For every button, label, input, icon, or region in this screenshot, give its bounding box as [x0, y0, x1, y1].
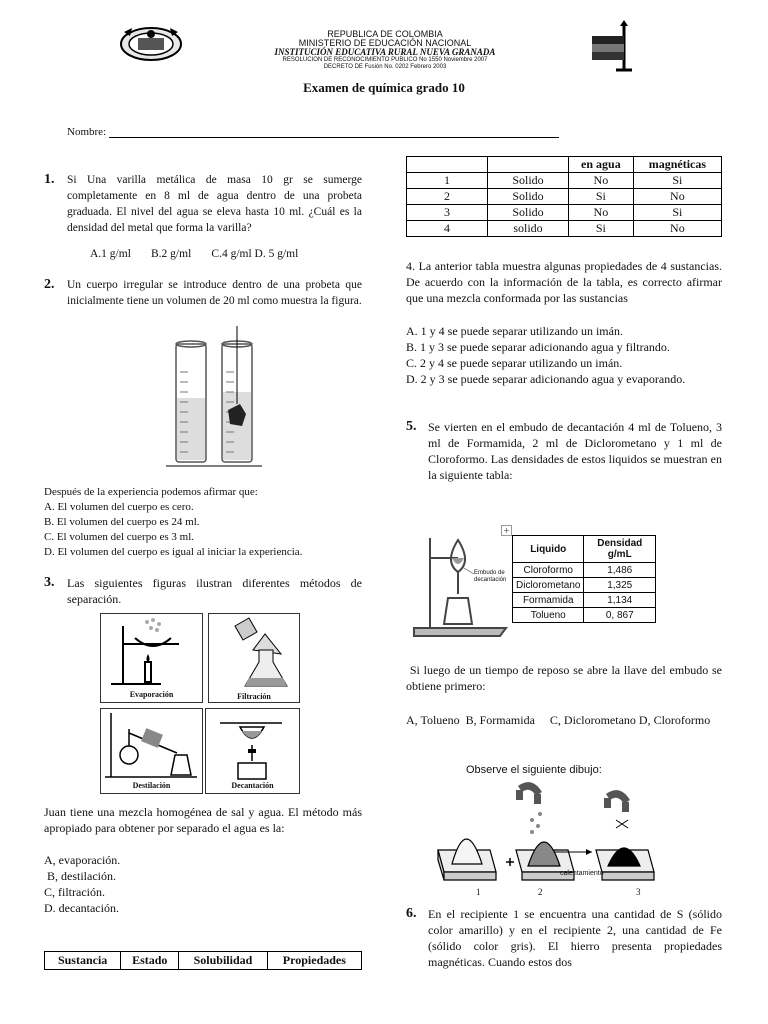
heating-label: calentamiento [560, 870, 604, 877]
table-cell: Solido [488, 189, 569, 205]
table-cell: No [569, 205, 634, 221]
header-line-4: RESOLUCION DE RECONOCIMIENTO PUBLICO No 1550 Noviembre 2007 [282, 57, 488, 63]
table-cell: 1 [407, 173, 488, 189]
col-estado: Estado [121, 952, 179, 970]
q2-option-d: D. El volumen del cuerpo es igual al iniciar la experiencia. [44, 546, 303, 558]
table-cell: Solido [488, 173, 569, 189]
flag-logo [586, 20, 646, 72]
recipient-label-2: 2 [538, 887, 543, 897]
table-header-cell [488, 157, 569, 173]
q3-option-c: C, filtración. [44, 885, 105, 899]
q2-option-c: C. El volumen del cuerpo es 3 ml. [44, 531, 194, 543]
table-cell: 4 [407, 221, 488, 237]
table-row [407, 205, 722, 221]
table-cell: No [633, 221, 721, 237]
table-cell: Cloroformo [513, 563, 584, 578]
evaporation-label: Evaporación [129, 690, 174, 699]
table-cell: Solido [488, 205, 569, 221]
table-row [407, 221, 722, 237]
table-row [513, 608, 656, 623]
evaporation-figure [100, 613, 203, 703]
q4-option-d: D. 2 y 3 se puede separar adicionando agua y evaporando. [406, 372, 686, 386]
table-cell: Tolueno [513, 608, 584, 623]
q2-option-b: B. El volumen del cuerpo es 24 ml. [44, 516, 200, 528]
magnet-figure [432, 760, 722, 900]
name-field[interactable] [67, 126, 567, 138]
table-row [513, 593, 656, 608]
header-line-2: MINISTERIO DE EDUCACIÓN NACIONAL [298, 38, 472, 48]
school-crest-logo [118, 24, 184, 62]
q2-number: 2. [44, 277, 55, 292]
table-cell: Diclorometano [513, 578, 584, 593]
table-cell: solido [488, 221, 569, 237]
table-cell: Si [633, 205, 721, 221]
distillation-label: Destilación [132, 781, 171, 790]
magnet-figure-title: Observe el siguiente dibujo: [466, 764, 602, 776]
col-solubilidad: Solubilidad [179, 952, 268, 970]
distillation-figure [100, 708, 203, 794]
graduated-cylinders-figure [162, 322, 272, 472]
table-row [407, 189, 722, 205]
exam-title: Examen de química grado 10 [303, 80, 465, 95]
col-sustancia: Sustancia [45, 952, 121, 970]
q5-options: A, Tolueno B, Formamida C, Diclorometano D, Cloroformo [406, 713, 711, 727]
recipient-label-1: 1 [476, 887, 481, 897]
col-densidad: Densidad g/mL [584, 536, 656, 563]
table-cell: 1,325 [584, 578, 656, 593]
table-cell: 2 [407, 189, 488, 205]
table-header-cell [407, 157, 488, 173]
table-cell: Si [633, 173, 721, 189]
q3-option-a: A, evaporación. [44, 853, 121, 867]
decantation-figure [205, 708, 300, 794]
recipient-label-3: 3 [636, 887, 641, 897]
q2-text: Un cuerpo irregular se introduce dentro de una probeta que inicialmente tiene un volumen de 20 ml como muestra la figura. [67, 279, 362, 307]
table-cell: 1,134 [584, 593, 656, 608]
table-cell: Si [569, 221, 634, 237]
header-line-3: INSTITUCIÓN EDUCATIVA RURAL NUEVA GRANADA [274, 47, 496, 57]
table-cell: Si [569, 189, 634, 205]
table-cell: 0, 867 [584, 608, 656, 623]
name-underline [109, 127, 559, 138]
q3-number: 3. [44, 575, 55, 590]
q2-after-text: Después de la experiencia podemos afirmar que: [44, 486, 258, 498]
density-table [512, 535, 656, 623]
filtration-label: Filtración [237, 692, 271, 701]
q5-after-text: Si luego de un tiempo de reposo se abre la llave del embudo se obtiene primero: [406, 663, 726, 693]
q5-text: Se vierten en el embudo de decantación 4 ml de Tolueno, 3 ml de Formamida, 2 ml de Diclorometano y 1 ml de Cloroformo. Las densidades de estos liquidos se muestran en la siguiente tabla: [428, 420, 722, 482]
q3-text: Las siguientes figuras ilustran diferentes métodos de separación. [67, 576, 362, 606]
table-header-cell: magnéticas [633, 157, 721, 173]
table-cell: 1,486 [584, 563, 656, 578]
q6-text: En el recipiente 1 se encuentra una cantidad de S (sólido color amarillo) y en el recipiente 2, una cantidad de Fe (sólido color gris). El hierro presenta propiedades magnéticas. Cuando estos dos [428, 907, 722, 969]
table-cell: No [569, 173, 634, 189]
table-row [513, 563, 656, 578]
header-line-5: DECRETO DE Fusión No. 0202 Febrero 2003 [323, 64, 447, 70]
decantation-label: Decantación [231, 781, 274, 790]
q4-option-b: B. 1 y 3 se puede separar adicionando agua y filtrando. [406, 340, 670, 354]
q1-number: 1. [44, 172, 55, 187]
table-row [513, 578, 656, 593]
funnel-label: Embudo de decantación [474, 570, 507, 583]
q4-option-c: C. 2 y 4 se puede separar utilizando un imán. [406, 356, 623, 370]
q6-number: 6. [406, 906, 417, 921]
q3-option-d: D. decantación. [44, 901, 119, 915]
move-handle-icon[interactable]: + [501, 525, 512, 536]
q2-option-a: A. El volumen del cuerpo es cero. [44, 501, 194, 513]
table-cell: Formamida [513, 593, 584, 608]
q4-option-a: A. 1 y 4 se puede separar utilizando un imán. [406, 324, 623, 338]
header-line-1: REPUBLICA DE COLOMBIA [327, 29, 443, 39]
col-liquido: Liquido [513, 536, 584, 563]
table-cell: No [633, 189, 721, 205]
col-propiedades: Propiedades [267, 952, 361, 970]
q1-options: A.1 g/ml B.2 g/ml C.4 g/ml D. 5 g/ml [90, 248, 299, 260]
separatory-funnel-figure [410, 532, 510, 642]
q5-number: 5. [406, 419, 417, 434]
name-label: Nombre: [67, 126, 109, 138]
table-cell: 3 [407, 205, 488, 221]
table-row [407, 173, 722, 189]
substance-properties-table-header [44, 951, 362, 970]
q3-option-b: B, destilación. [44, 869, 116, 883]
table-header-cell: en agua [569, 157, 634, 173]
substance-properties-table [406, 156, 722, 237]
q1-text: Si Una varilla metálica de masa 10 gr se sumerge completamente en 8 ml de agua dentro de una probeta graduada. El nivel del agua se eleva hasta 10 ml. ¿Cuál es la densidad del metal que forma la varilla? [67, 174, 362, 234]
q4-text: 4. La anterior tabla muestra algunas propiedades de 4 sustancias. De acuerdo con la información de la tabla, es correcto afirmar que una mezcla conformada por las sustancias [406, 259, 722, 305]
q3-after-text: Juan tiene una mezcla homogénea de sal y agua. El método más apropiado para obtener por separado el agua es la: [44, 805, 362, 835]
filtration-figure [208, 613, 300, 703]
